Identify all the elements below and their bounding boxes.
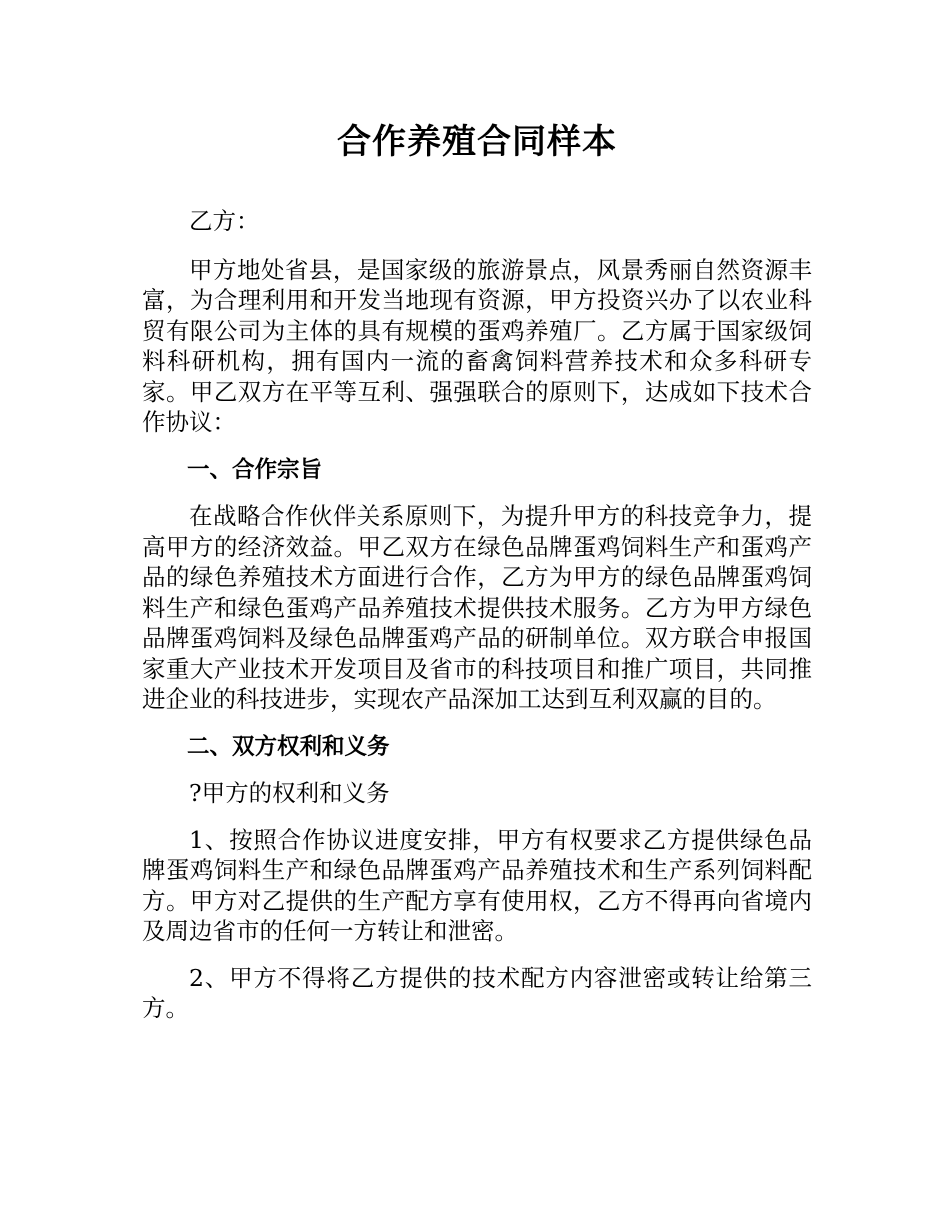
rights-item-2: 2、甲方不得将乙方提供的技术配方内容泄密或转让给第三方。 [142, 963, 812, 1022]
section-heading-rights: 二、双方权利和义务 [187, 733, 390, 760]
party-a-rights-subheading: ?甲方的权利和义务 [189, 779, 390, 807]
purpose-paragraph: 在战略合作伙伴关系原则下，为提升甲方的科技竞争力，提高甲方的经济效益。甲乙双方在绿色品牌蛋鸡饲料生产和蛋鸡产品的绿色养殖技术方面进行合作，乙方为甲方的绿色品牌蛋鸡饲料生产和绿色蛋鸡产品养殖技术提供技术服务。乙方为甲方绿色品牌蛋鸡饲料及绿色品牌蛋鸡产品的研制单位。双方联合申报国家重大产业技术开发项目及省市的科技项目和推广项目，共同推进企业的科技进步，实现农产品深加工达到互利双赢的目的。 [142, 502, 812, 713]
document-title: 合作养殖合同样本 [337, 122, 617, 162]
intro-paragraph: 甲方地处省县，是国家级的旅游景点，风景秀丽自然资源丰富，为合理利用和开发当地现有资源，甲方投资兴办了以农业科贸有限公司为主体的具有规模的蛋鸡养殖厂。乙方属于国家级饲料科研机构，拥有国内一流的畜禽饲料营养技术和众多科研专家。甲乙双方在平等互利、强强联合的原则下，达成如下技术合作协议： [142, 255, 812, 436]
rights-item-1: 1、按照合作协议进度安排，甲方有权要求乙方提供绿色品牌蛋鸡饲料生产和绿色品牌蛋鸡产品养殖技术和生产系列饲料配方。甲方对乙提供的生产配方享有使用权，乙方不得再向省境内及周边省市的任何一方转让和泄密。 [142, 825, 812, 945]
section-heading-purpose: 一、合作宗旨 [187, 456, 323, 483]
salutation: 乙方： [189, 207, 260, 235]
document-body [142, 118, 812, 1024]
